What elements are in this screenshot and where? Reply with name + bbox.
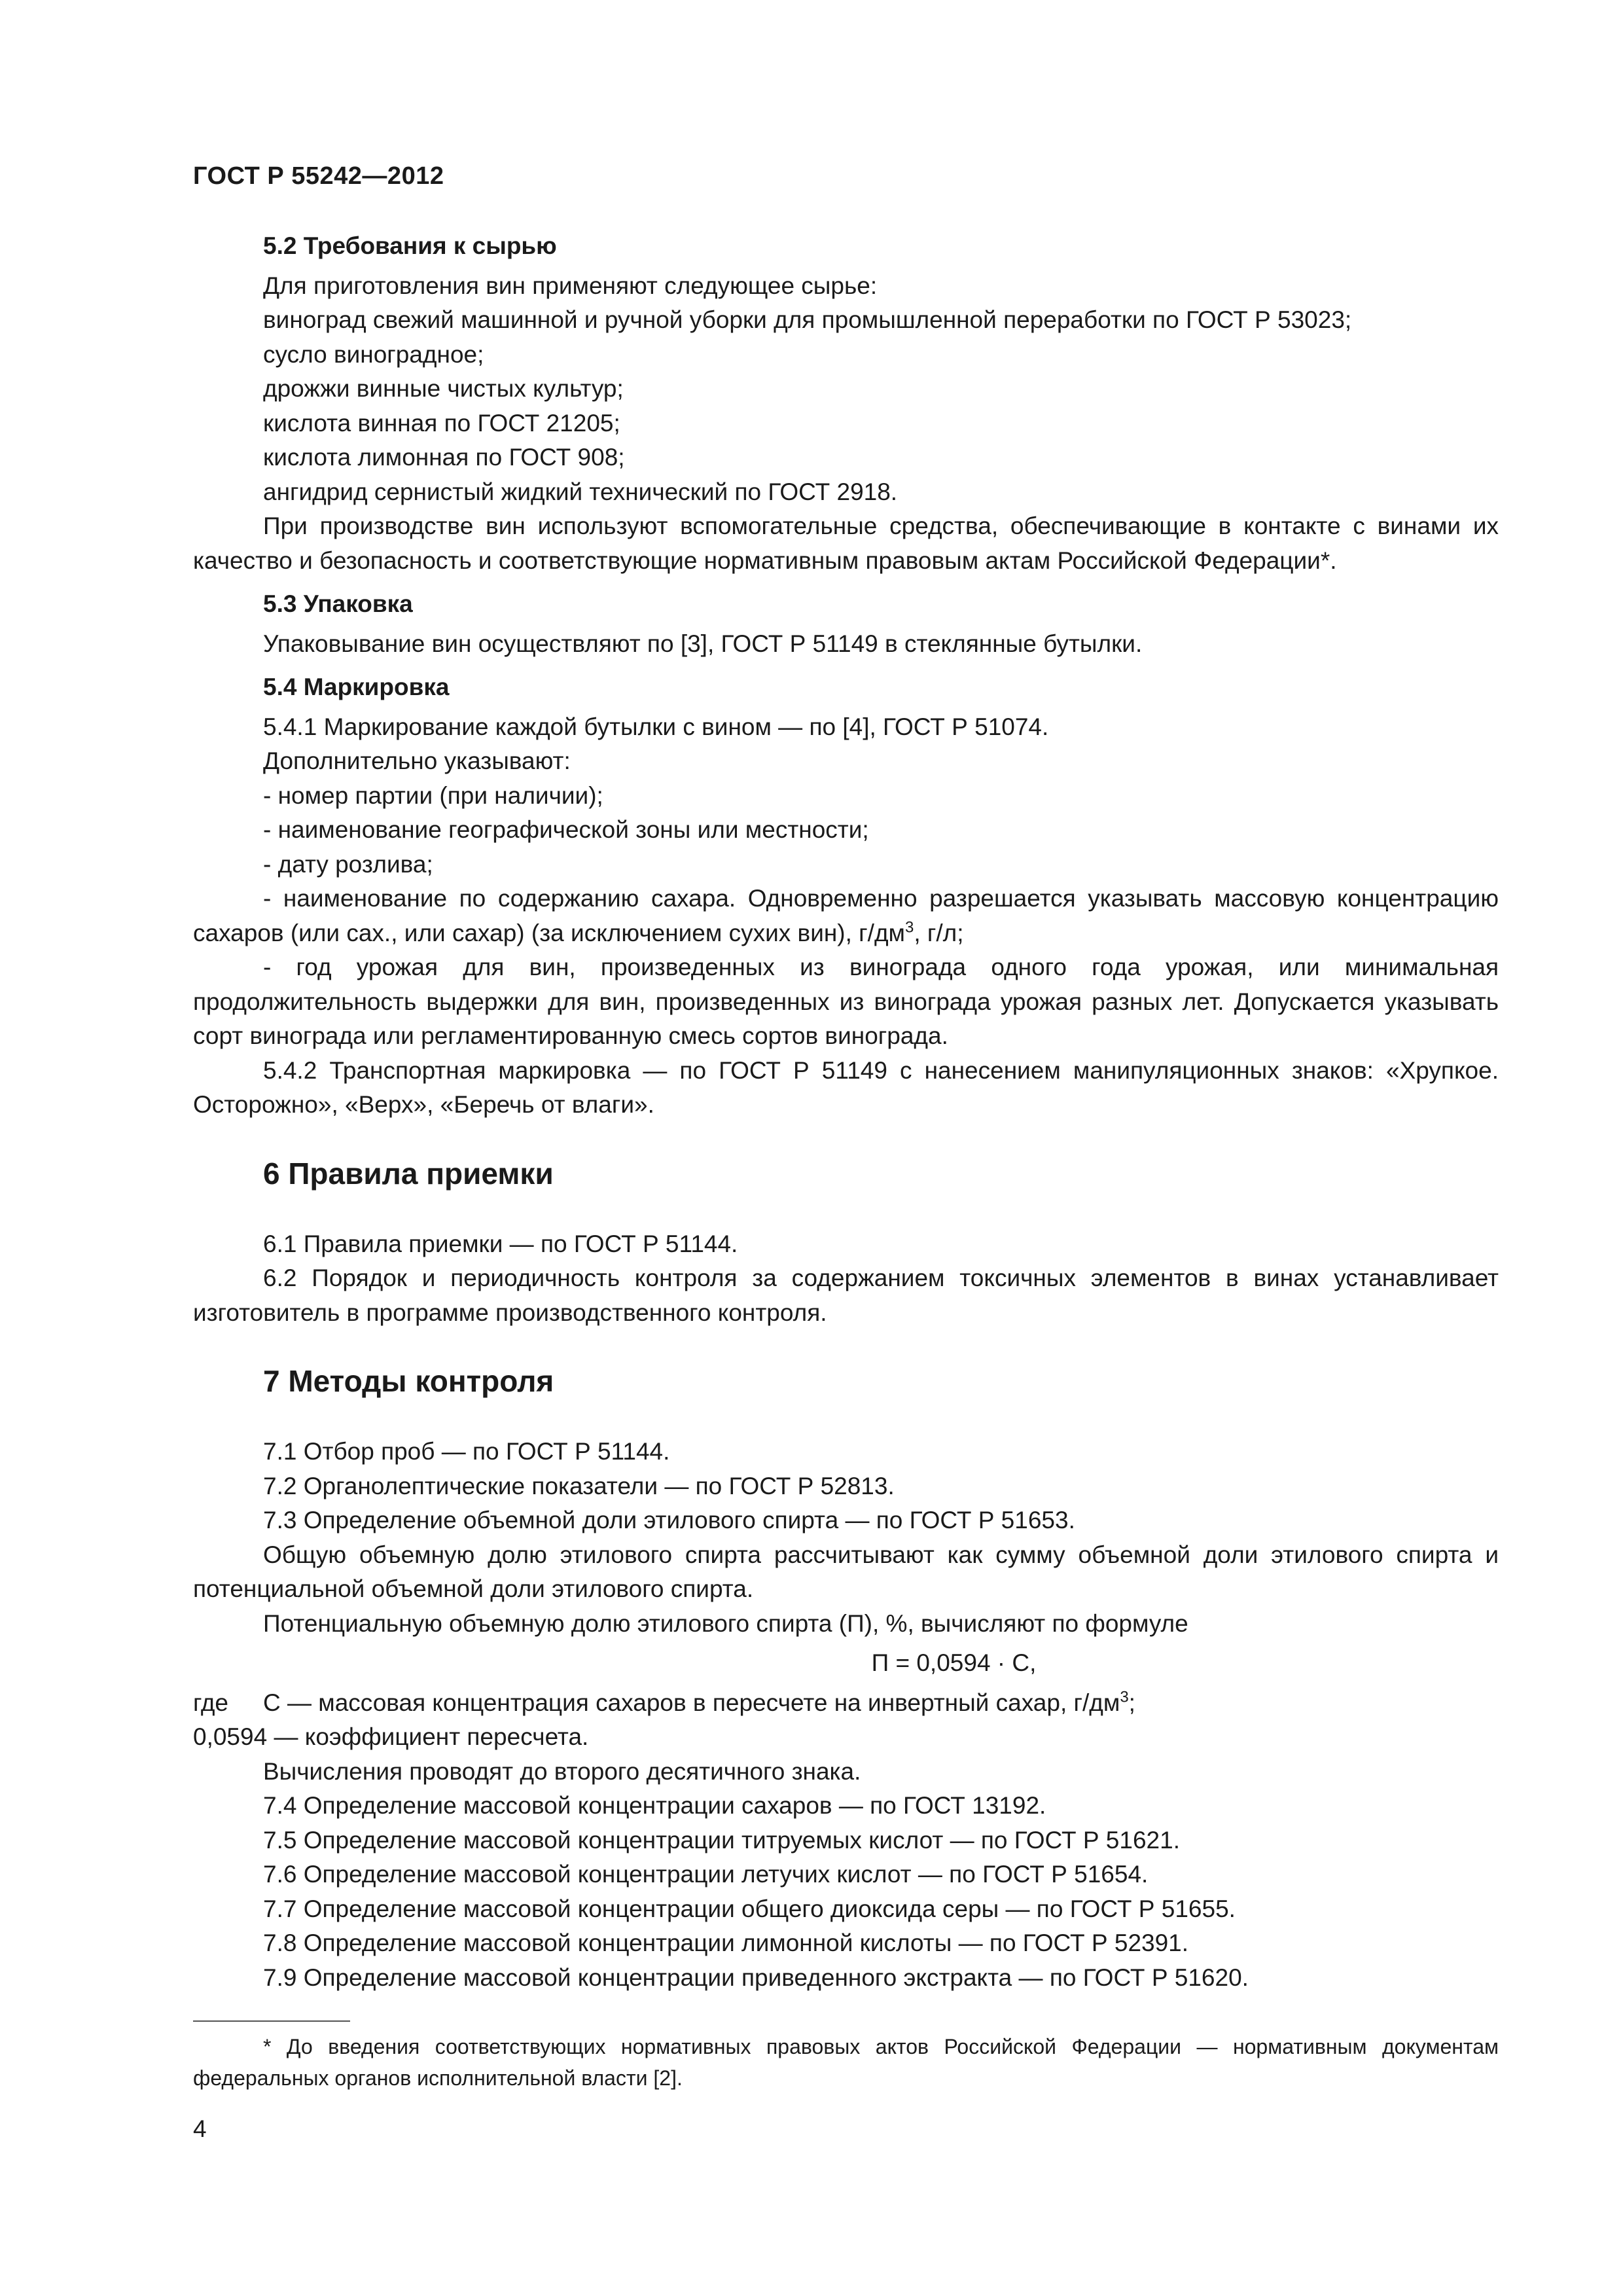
- method-paragraph-7-6: 7.6 Определение массовой концентрации летучих кислот — по ГОСТ Р 51654.: [263, 1861, 1149, 1888]
- footnote: * До введения соответствующих нормативных правовых актов Российской Федерации — нормативным документам федеральных органов исполнительной власти [2].: [193, 2035, 1499, 2090]
- method-paragraph-7-3: 7.3 Определение объемной доли этилового спирта — по ГОСТ Р 51653.: [263, 1507, 1075, 1534]
- acceptance-paragraph-6-2: 6.2 Порядок и периодичность контроля за содержанием токсичных элементов в винах устанавливает изготовитель в программе производственного контроля.: [193, 1265, 1499, 1326]
- method-paragraph-7-5: 7.5 Определение массовой концентрации титруемых кислот — по ГОСТ Р 51621.: [263, 1826, 1180, 1854]
- section-5-4-heading: 5.4 Маркировка: [263, 673, 450, 700]
- section-6-heading: 6 Правила приемки: [263, 1156, 554, 1191]
- method-paragraph-7-9: 7.9 Определение массовой концентрации приведенного экстракта — по ГОСТ Р 51620.: [263, 1964, 1249, 1991]
- raw-material-item: сусло виноградное;: [263, 340, 484, 368]
- section-7-heading: 7 Методы контроля: [263, 1364, 554, 1398]
- method-paragraph-7-8: 7.8 Определение массовой концентрации лимонной кислоты — по ГОСТ Р 52391.: [263, 1929, 1189, 1956]
- raw-material-item: ангидрид сернистый жидкий технический по ГОСТ 2918.: [263, 478, 898, 505]
- marking-additional-intro: Дополнительно указывают:: [263, 747, 571, 774]
- footnote-divider: [193, 2020, 350, 2022]
- section-5-3-heading: 5.3 Упаковка: [263, 590, 413, 617]
- raw-material-item: кислота винная по ГОСТ 21205;: [263, 409, 620, 437]
- packaging-paragraph: Упаковывание вин осуществляют по [3], ГОСТ Р 51149 в стеклянные бутылки.: [263, 630, 1143, 657]
- raw-material-item: виноград свежий машинной и ручной уборки для промышленной переработки по ГОСТ Р 53023;: [263, 306, 1352, 333]
- formula-where-row: [193, 1686, 1499, 1721]
- method-paragraph-7-2: 7.2 Органолептические показатели — по ГОСТ Р 52813.: [263, 1472, 895, 1499]
- raw-material-item: кислота лимонная по ГОСТ 908;: [263, 444, 625, 471]
- method-paragraph-7-1: 7.1 Отбор проб — по ГОСТ Р 51144.: [263, 1438, 670, 1465]
- superscript: 3: [1120, 1688, 1129, 1706]
- formula: П = 0,0594 · С,: [871, 1649, 1037, 1676]
- calculation-precision: Вычисления проводят до второго десятичного знака.: [263, 1757, 861, 1785]
- page-number: 4: [193, 2115, 207, 2142]
- marking-paragraph-5-4-2: 5.4.2 Транспортная маркировка — по ГОСТ Р 51149 с нанесением манипуляционных знаков: «Хрупкое. Осторожно», «Верх», «Беречь от влаги».: [193, 1056, 1499, 1118]
- sugar-text-end: , г/л;: [914, 919, 964, 946]
- marking-paragraph-5-4-1: 5.4.1 Маркирование каждой бутылки с вином — по [4], ГОСТ Р 51074.: [263, 713, 1049, 740]
- total-alcohol-paragraph: Общую объемную долю этилового спирта рассчитывают как сумму объемной доли этилового спирта и потенциальной объемной доли этилового спирта.: [193, 1541, 1499, 1602]
- where-c-definition: [263, 1686, 1135, 1721]
- where-word: где: [193, 1689, 229, 1716]
- raw-material-item: дрожжи винные чистых культур;: [263, 375, 624, 402]
- where-c-end: ;: [1128, 1689, 1135, 1716]
- superscript: 3: [904, 918, 914, 937]
- marking-harvest-item: - год урожая для вин, произведенных из винограда одного года урожая, или минимальная продолжительность выдержки для вин, произведенных из винограда урожая разных лет. Допускается указывать сорт винограда или регламентированную смесь сортов винограда.: [193, 954, 1499, 1049]
- marking-item: - номер партии (при наличии);: [263, 781, 603, 809]
- marking-sugar-item: [193, 882, 1499, 950]
- auxiliary-means-paragraph: При производстве вин используют вспомогательные средства, обеспечивающие в контакте с винами их качество и безопасность и соответствующие нормативным правовым актам Российской Федерации*.: [193, 512, 1499, 574]
- document-body: [193, 229, 1499, 1995]
- acceptance-paragraph-6-1: 6.1 Правила приемки — по ГОСТ Р 51144.: [263, 1230, 738, 1257]
- coefficient-definition: 0,0594 — коэффициент пересчета.: [193, 1723, 589, 1750]
- potential-alcohol-paragraph: Потенциальную объемную долю этилового спирта (П), %, вычисляют по формуле: [263, 1609, 1188, 1637]
- where-c-text: С — массовая концентрация сахаров в пересчете на инвертный сахар, г/дм: [263, 1689, 1120, 1716]
- method-paragraph-7-7: 7.7 Определение массовой концентрации общего диоксида серы — по ГОСТ Р 51655.: [263, 1895, 1236, 1922]
- section-5-2-heading: 5.2 Требования к сырью: [263, 232, 557, 259]
- marking-item: - дату розлива;: [263, 850, 433, 878]
- raw-materials-intro: Для приготовления вин применяют следующее сырье:: [263, 272, 878, 299]
- sugar-text: - наименование по содержанию сахара. Одновременно разрешается указывать массовую концентрацию сахаров (или сах., или сахар) (за исключением сухих вин), г/дм: [193, 885, 1499, 946]
- method-paragraph-7-4: 7.4 Определение массовой концентрации сахаров — по ГОСТ 13192.: [263, 1792, 1046, 1819]
- marking-item: - наименование географической зоны или местности;: [263, 816, 869, 843]
- document-code-header: ГОСТ Р 55242—2012: [193, 162, 444, 190]
